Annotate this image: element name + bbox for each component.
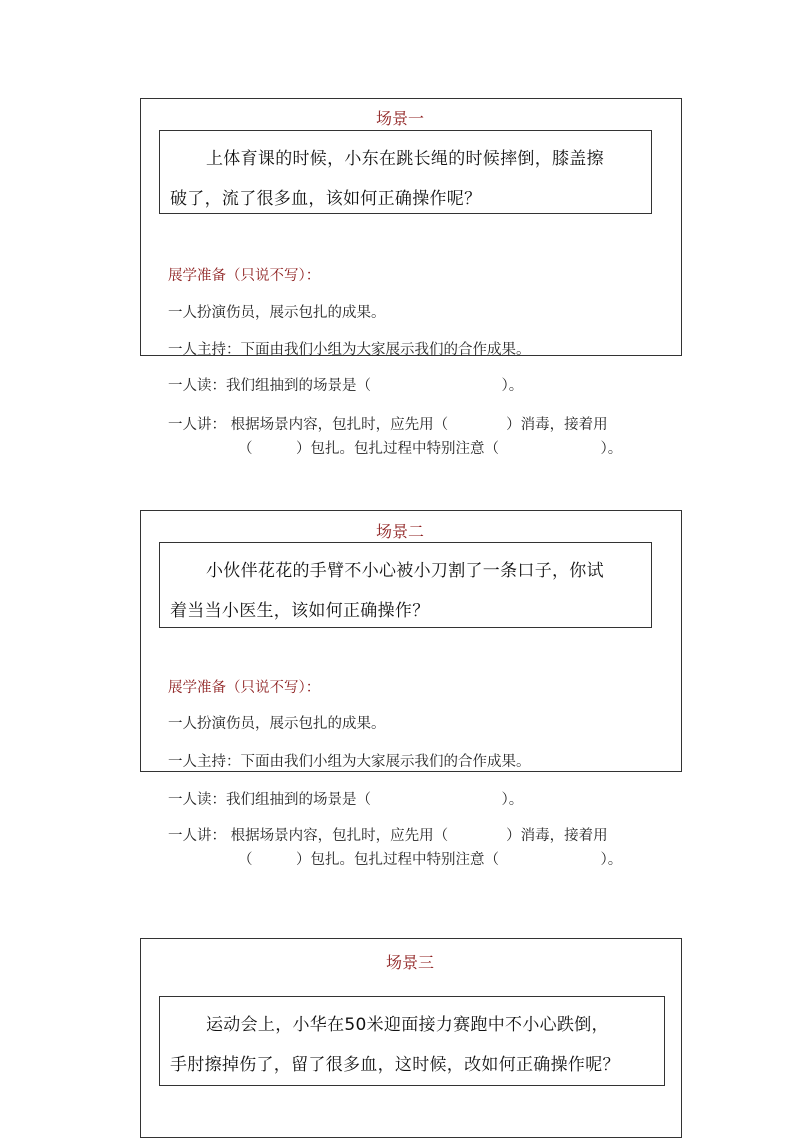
scene-2-role-host: 一人主持：下面由我们小组为大家展示我们的合作成果。 — [168, 754, 531, 770]
scene-1-role-act: 一人扮演伤员，展示包扎的成果。 — [168, 305, 386, 321]
scene-1-role-read: 一人读：我们组抽到的场景是（ ）。 — [168, 378, 524, 394]
scene-2-prep-heading: 展学准备（只说不写）： — [168, 680, 321, 696]
scene-2-question-line-2: 着当当小医生，该如何正确操作？ — [170, 601, 430, 621]
scene-1-title: 场景一 — [375, 109, 424, 128]
scene-2-role-speak-line-2: （ ）包扎。包扎过程中特别注意（ ）。 — [238, 852, 623, 868]
scene-1-prep-heading: 展学准备（只说不写）： — [168, 268, 321, 284]
scene-1-role-speak-line-2: （ ）包扎。包扎过程中特别注意（ ）。 — [238, 441, 623, 457]
scene-2-role-act: 一人扮演伤员，展示包扎的成果。 — [168, 716, 386, 732]
scene-1-role-host: 一人主持：下面由我们小组为大家展示我们的合作成果。 — [168, 342, 531, 358]
scene-2-role-read: 一人读：我们组抽到的场景是（ ）。 — [168, 792, 524, 808]
scene-3-title: 场景三 — [385, 953, 434, 972]
scene-1-question-box — [159, 130, 652, 214]
scene-2-role-speak-line-1: 一人讲： 根据场景内容，包扎时，应先用（ ）消毒，接着用 — [168, 828, 608, 844]
scene-2-question-line-1: 小伙伴花花的手臂不小心被小刀割了一条口子，你试 — [206, 561, 604, 581]
scene-2-question-box — [159, 542, 652, 628]
scene-2-title: 场景二 — [375, 522, 424, 541]
scene-1-question-line-1: 上体育课的时候，小东在跳长绳的时候摔倒，膝盖擦 — [206, 149, 604, 169]
scene-3-question-line-1: 运动会上，小华在50米迎面接力赛跑中不小心跌倒， — [206, 1015, 609, 1035]
scene-3-question-box — [159, 996, 665, 1086]
scene-3-question-line-2: 手肘擦掉伤了，留了很多血，这时候，改如何正确操作呢？ — [170, 1055, 620, 1075]
scene-1-role-speak-line-1: 一人讲： 根据场景内容，包扎时，应先用（ ）消毒，接着用 — [168, 417, 608, 433]
scene-1-question-line-2: 破了，流了很多血，该如何正确操作呢？ — [170, 189, 482, 209]
